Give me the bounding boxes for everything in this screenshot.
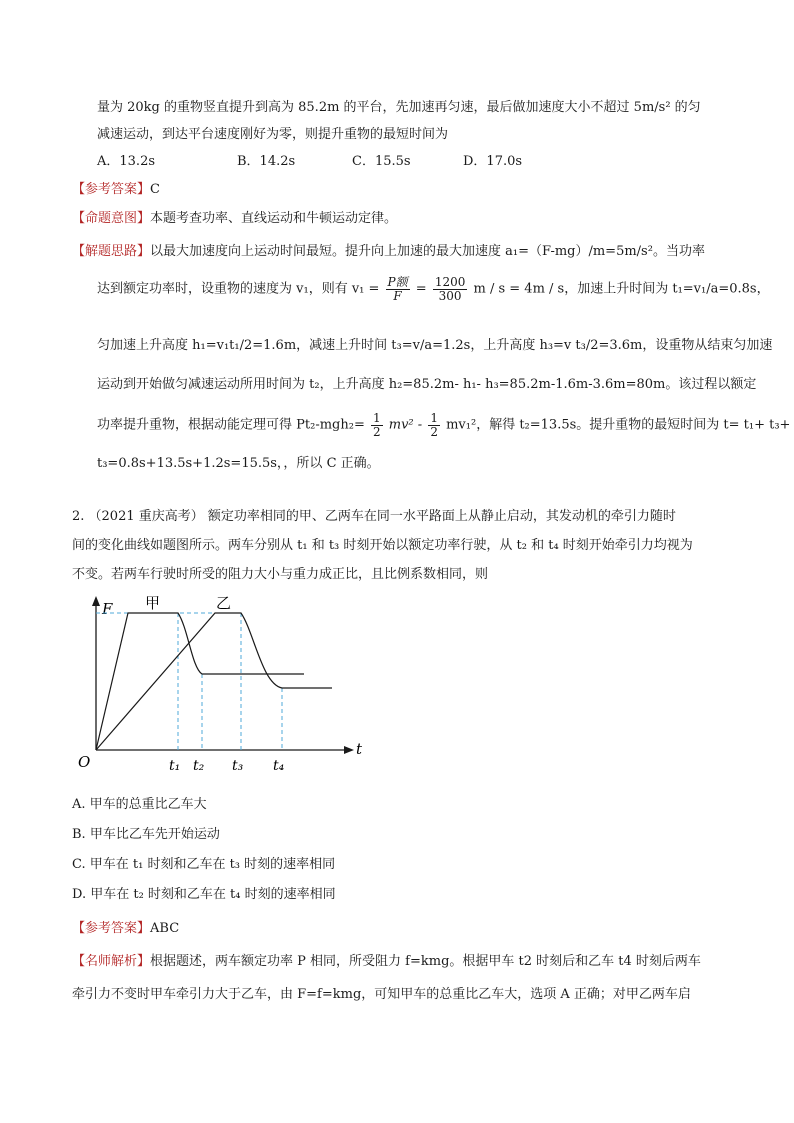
origin-label: O — [78, 753, 91, 771]
q2-option-b: B. 甲车比乙车先开始运动 — [72, 827, 220, 842]
q2-option-d: D. 甲车在 t₂ 时刻和乙车在 t₄ 时刻的速率相同 — [72, 887, 336, 902]
q1-option-b: B．14.2s — [237, 154, 296, 169]
q1-line2: 减速运动，到达平台速度刚好为零，则提升重物的最短时间为 — [97, 127, 449, 142]
frac1-num: P额 — [387, 275, 408, 289]
q2-answer-row — [72, 917, 179, 936]
tick-t4: t₄ — [273, 758, 285, 774]
tick-t3: t₃ — [232, 758, 244, 774]
solution-line5c: mv₁²，解得 t₂=13.5s。提升重物的最短时间为 t= t₁+ t₃+ — [446, 417, 791, 433]
frac1-den: F — [393, 288, 402, 303]
q2-option-c: C. 甲车在 t₁ 时刻和乙车在 t₃ 时刻的速率相同 — [72, 857, 336, 872]
solution-line2a: 达到额定功率时，设重物的速度为 v₁，则有 v₁ = — [97, 281, 380, 297]
q2-option-a: A. 甲车的总重比乙车大 — [72, 797, 207, 812]
tick-t1: t₁ — [169, 758, 181, 774]
x-axis-arrow — [344, 746, 354, 754]
frac2-den: 300 — [438, 288, 462, 303]
q1-solution-row3: 匀加速上升高度 h₁=v₁t₁/2=1.6m，减速上升时间 t₃=v/a=1.2s，上升高度 h₃=v t₃/2=3.6m，设重物从结束匀加速 — [97, 338, 773, 353]
half-num-b: 1 — [430, 411, 438, 425]
q1-solution-row5 — [97, 412, 790, 438]
q2-stem-line3: 不变。若两车行驶时所受的阻力大小与重力成正比，且比例系数相同，则 — [72, 567, 489, 582]
answer-value: C — [150, 182, 160, 197]
fraction-one-half-b — [428, 412, 440, 438]
frac2-num: 1200 — [434, 275, 466, 289]
x-axis-label: t — [356, 740, 363, 758]
q1-answer-row — [72, 178, 160, 197]
fraction-1200-300 — [433, 276, 468, 302]
q1-option-d: D．17.0s — [463, 154, 523, 169]
curve-yi — [96, 613, 332, 750]
tick-t2: t₂ — [193, 758, 205, 774]
fraction-power-over-force — [386, 276, 410, 302]
q2-answer-value: ABC — [150, 921, 180, 936]
half-den-b: 2 — [430, 424, 438, 439]
force-time-graph — [72, 592, 372, 782]
curve-jia-label: 甲 — [145, 594, 161, 612]
q1-solution-row6: t₃=0.8s+13.5s+1.2s=15.5s，，所以 C 正确。 — [97, 456, 380, 471]
half-den-a: 2 — [372, 424, 381, 439]
curve-yi-label: 乙 — [216, 594, 232, 612]
q1-option-a: A．13.2s — [97, 154, 156, 169]
solution-line5b: mv² - — [388, 417, 423, 433]
y-axis-arrow — [92, 596, 100, 606]
answer-label: 【参考答案】 — [72, 182, 151, 197]
solution-line1: 以最大加速度向上运动时间最短。提升向上加速的最大加速度 a₁=（F-mg）/m=5m/s²。当功率 — [150, 244, 705, 259]
q2-stem-line1: 2. （2021 重庆高考） 额定功率相同的甲、乙两车在同一水平路面上从静止启动，其发动机的牵引力随时 — [72, 509, 676, 524]
q2-analysis-line1: 根据题述，两车额定功率 P 相同，所受阻力 f=kmg。根据甲车 t2 时刻后和乙车 t4 时刻后两车 — [150, 954, 701, 969]
q1-intent-row — [72, 207, 397, 226]
q1-solution-row4: 运动到开始做匀减速运动所用时间为 t₂，上升高度 h₂=85.2m- h₁- h₃=85.2m-1.6m-3.6m=80m。该过程以额定 — [97, 377, 757, 392]
q1-line1: 量为 20kg 的重物竖直提升到高为 85.2m 的平台，先加速再匀速，最后做加速度大小不超过 5m/s² 的匀 — [97, 100, 701, 115]
y-axis-label: F — [102, 600, 113, 618]
q1-option-c: C．15.5s — [352, 154, 411, 169]
q2-analysis-label: 【名师解析】 — [72, 954, 151, 969]
equals-sign: = — [415, 281, 427, 297]
fraction-one-half-a — [371, 412, 383, 438]
q2-analysis-row1 — [72, 950, 701, 969]
q1-solution-row2 — [97, 276, 770, 302]
solution-line5a: 功率提升重物，根据动能定理可得 Pt₂-mgh₂= — [97, 417, 365, 433]
q1-solution-row1 — [72, 240, 705, 259]
intent-label: 【命题意图】 — [72, 211, 151, 226]
q2-analysis-row2: 牵引力不变时甲车牵引力大于乙车，由 F=f=kmg，可知甲车的总重比乙车大，选项 A 正确；对甲乙两车启 — [72, 987, 691, 1002]
half-num-a: 1 — [372, 411, 381, 425]
q2-answer-label: 【参考答案】 — [72, 921, 151, 936]
solution-label: 【解题思路】 — [72, 244, 151, 259]
q2-stem-line2: 间的变化曲线如题图所示。两车分别从 t₁ 和 t₃ 时刻开始以额定功率行驶，从 t₂ 和 t₄ 时刻开始牵引力均视为 — [72, 538, 693, 553]
intent-text: 本题考查功率、直线运动和牛顿运动定律。 — [150, 211, 398, 226]
solution-line2b: m / s = 4m / s，加速上升时间为 t₁=v₁/a=0.8s， — [473, 281, 770, 297]
